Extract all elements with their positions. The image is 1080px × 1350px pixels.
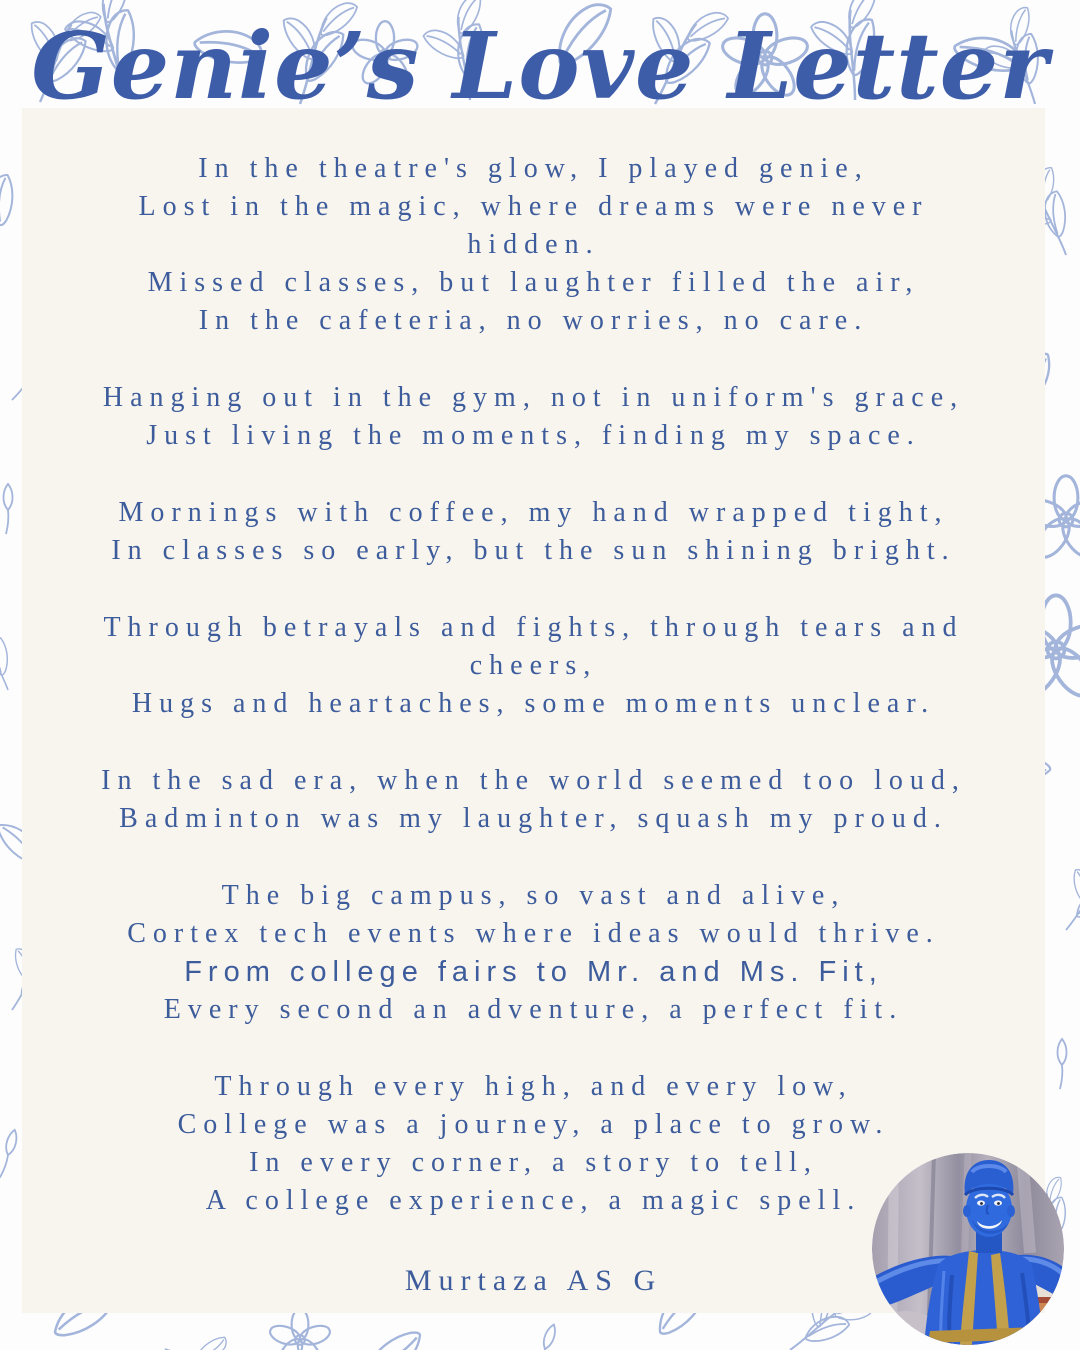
stanza	[22, 609, 1045, 723]
poem-line: cheers,	[469, 650, 598, 681]
poem-line: In the theatre's glow, I played genie,	[198, 153, 869, 184]
poem-line: Every second an adventure, a perfect fit.	[163, 994, 904, 1025]
poem-line: Badminton was my laughter, squash my proud.	[119, 803, 948, 834]
poem-line: College was a journey, a place to grow.	[177, 1109, 890, 1140]
poem-line: Cortex tech events where ideas would thrive.	[127, 918, 940, 949]
poem-line: hidden.	[467, 229, 600, 260]
poem-line: Mornings with coffee, my hand wrapped tight,	[118, 497, 949, 528]
genie-portrait-illustration	[872, 1153, 1064, 1345]
genie-photo	[872, 1153, 1064, 1345]
poem-line: In classes so early, but the sun shining bright.	[111, 535, 956, 566]
poem-line: Through betrayals and fights, through tears and	[103, 612, 964, 643]
stanza	[22, 379, 1045, 455]
content-panel	[22, 108, 1045, 1313]
poem-line: Hanging out in the gym, not in uniform's grace,	[102, 382, 965, 413]
stanza	[22, 494, 1045, 570]
signature: Murtaza AS G	[404, 1264, 663, 1297]
page-title: Genie’s Love Letter	[31, 12, 1049, 120]
poem-line: In the cafeteria, no worries, no care.	[198, 305, 869, 336]
poem-line: Lost in the magic, where dreams were never	[138, 191, 929, 222]
poem-line: A college experience, a magic spell.	[205, 1185, 862, 1216]
stanza	[22, 762, 1045, 838]
poem-line: From college fairs to Mr. and Ms. Fit,	[184, 956, 883, 988]
stanza	[22, 877, 1045, 1029]
poem-line: In the sad era, when the world seemed too loud,	[101, 765, 966, 796]
poem-line: Hugs and heartaches, some moments unclear.	[131, 688, 936, 719]
poem	[22, 150, 1045, 1220]
poem-line: Just living the moments, finding my space.	[146, 420, 921, 451]
poem-line: In every corner, a story to tell,	[249, 1147, 818, 1178]
poem-line: Missed classes, but laughter filled the air,	[147, 267, 920, 298]
stanza	[22, 150, 1045, 340]
poem-line: The big campus, so vast and alive,	[221, 880, 846, 911]
poem-line: Through every high, and every low,	[214, 1071, 853, 1102]
